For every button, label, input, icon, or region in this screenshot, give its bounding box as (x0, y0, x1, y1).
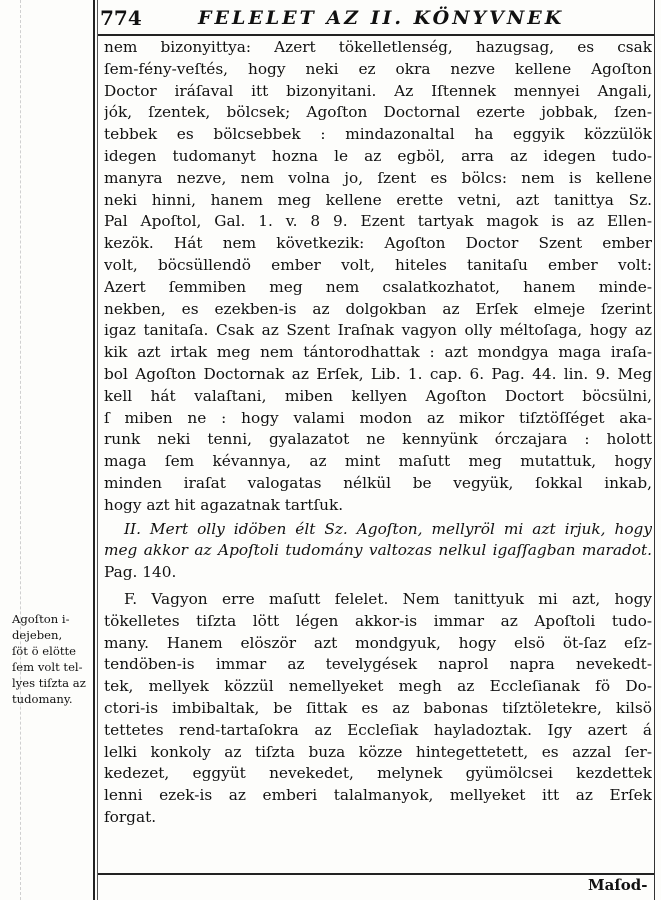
page-number: 774 (100, 6, 142, 30)
text-line: forgat. (104, 807, 157, 826)
margin-note-line: ſöt ö elötte (12, 644, 77, 658)
text-line: Azert ſemmiben meg nem csalatkozhatot, hanem minde- (104, 277, 652, 296)
running-title: FELELET AZ II. KÖNYVNEK (198, 7, 565, 29)
text-line: tebbek es bölcsebbek : mindazonaltal ha eggyik közzülök (104, 125, 652, 144)
text-line: tökelletes tiſzta lött légen akkor-is immar az Apoſtoli tudo- (104, 611, 652, 630)
text-line: minden iraſat valogatas nélkül be vegyük, ſokkal inkab, (104, 473, 652, 492)
text-line: neki hinni, hanem meg kellene erette vetni, azt tanittya Sz. (104, 190, 652, 209)
text-line: many. Hanem elöször azt mondgyuk, hogy elsö öt-ſaz eſz- (104, 633, 652, 652)
text-line: lelki konkoly az tiſzta buza közze hintegettetett, es azzal ſer- (104, 742, 652, 761)
text-line: bol Agoſton Doctornak az Erſek, Lib. 1. cap. 6. Pag. 44. lin. 9. Meg (104, 364, 652, 383)
text-line: F. Vagyon erre maſutt felelet. Nem tanittyuk mi azt, hogy (124, 589, 652, 608)
text-line: kedezet, eggyüt nevekedet, melynek gyümölcsei kezdettek (104, 764, 652, 783)
footer-rule (98, 873, 654, 875)
text-line: tettetes rend-tartaſokra az Eccleſiak hayladoztak. Igy azert á (104, 720, 652, 739)
margin-note (12, 611, 92, 707)
text-line: kezök. Hát nem következik: Agoſton Doctor Szent ember (104, 234, 652, 253)
text-line: runk neki tenni, gyalazatot ne kennyünk órczajara : holott (104, 430, 652, 449)
text-line: kik azt irtak meg nem tántorodhattak : azt mondgya maga iraſa- (104, 343, 652, 362)
margin-note-line: dejeben, (12, 628, 63, 642)
text-line: manyra nezve, nem volna jo, ſzent es bölcs: nem is kellene (104, 168, 652, 187)
text-line: tek, mellyek közzül nemellyeket megh az Eccleſianak fö Do- (104, 677, 652, 696)
adjacent-page-edge (0, 0, 21, 900)
main-text-column (104, 37, 652, 829)
right-margin-rule (654, 0, 655, 900)
catchword: Maſod- (588, 876, 648, 894)
text-line: tendöben-is immar az tevelygések naprol napra nevekedt- (104, 655, 652, 674)
text-line: meg akkor az Apoſtoli tudomány valtozas nelkul igaſſagban maradot. (104, 541, 652, 560)
text-line: igaz tanitaſa. Csak az Szent Iraſnak vagyon olly méltoſaga, hogy az (104, 321, 652, 340)
text-line: II. Mert olly idöben élt Sz. Agoſton, mellyröl mi azt irjuk, hogy (124, 519, 652, 538)
text-line: maga ſem kévannya, az mint maſutt meg mutattuk, hogy (104, 452, 652, 471)
text-line: Pal Apoſtol, Gal. 1. v. 8 9. Ezent tartyak magok is az Ellen- (104, 212, 652, 231)
text-line: ſ miben ne : hogy valami modon az mikor tiſztöſſéget aka- (104, 408, 652, 427)
margin-note-line: tudomany. (12, 692, 73, 706)
section-3 (104, 589, 652, 829)
text-line: Doctor iráſaval itt bizonyitani. Az Iſtennek mennyei Angali, (104, 81, 652, 100)
text-line: nem bizonyittya: Azert tökelletlenség, hazugsag, es csak (104, 38, 652, 56)
text-line: Pag. 140. (104, 563, 177, 582)
text-line: jók, ſzentek, bölcsek; Agoſton Doctornal ezerte jobbak, ſzen- (104, 103, 652, 122)
margin-note-line: Agoſton i- (12, 612, 70, 626)
text-line: hogy azt hit agazatnak tartſuk. (104, 495, 344, 514)
text-line: volt, böcsüllendö ember volt, hiteles tanitaſu ember volt: (104, 255, 652, 274)
page-header (98, 4, 654, 36)
margin-note-line: ſem volt tel- (12, 660, 83, 674)
text-line: ctori-is imbibaltak, be ſittak es az babonas tiſztöletekre, kilsö (104, 698, 652, 717)
margin-note-line: lyes tiſzta az (12, 676, 86, 690)
text-line: lenni ezek-is az emberi talalmanyok, mellyeket itt az Erſek (104, 786, 652, 805)
text-line: kell hát valaſtani, miben kellyen Agoſton Doctort böcsülni, (104, 386, 652, 405)
section-2 (104, 519, 652, 584)
text-line: idegen tudomanyt hozna le az egböl, arra az idegen tudo- (104, 146, 652, 165)
column-rule-inner (97, 0, 98, 900)
column-rule (93, 0, 95, 900)
text-line: nekben, es ezekben-is az dolgokban az Erſek elmeje ſzerint (104, 299, 652, 318)
text-line: ſem-fény-veſtés, hogy neki ez okra nezve kellene Agoſton (104, 59, 652, 78)
